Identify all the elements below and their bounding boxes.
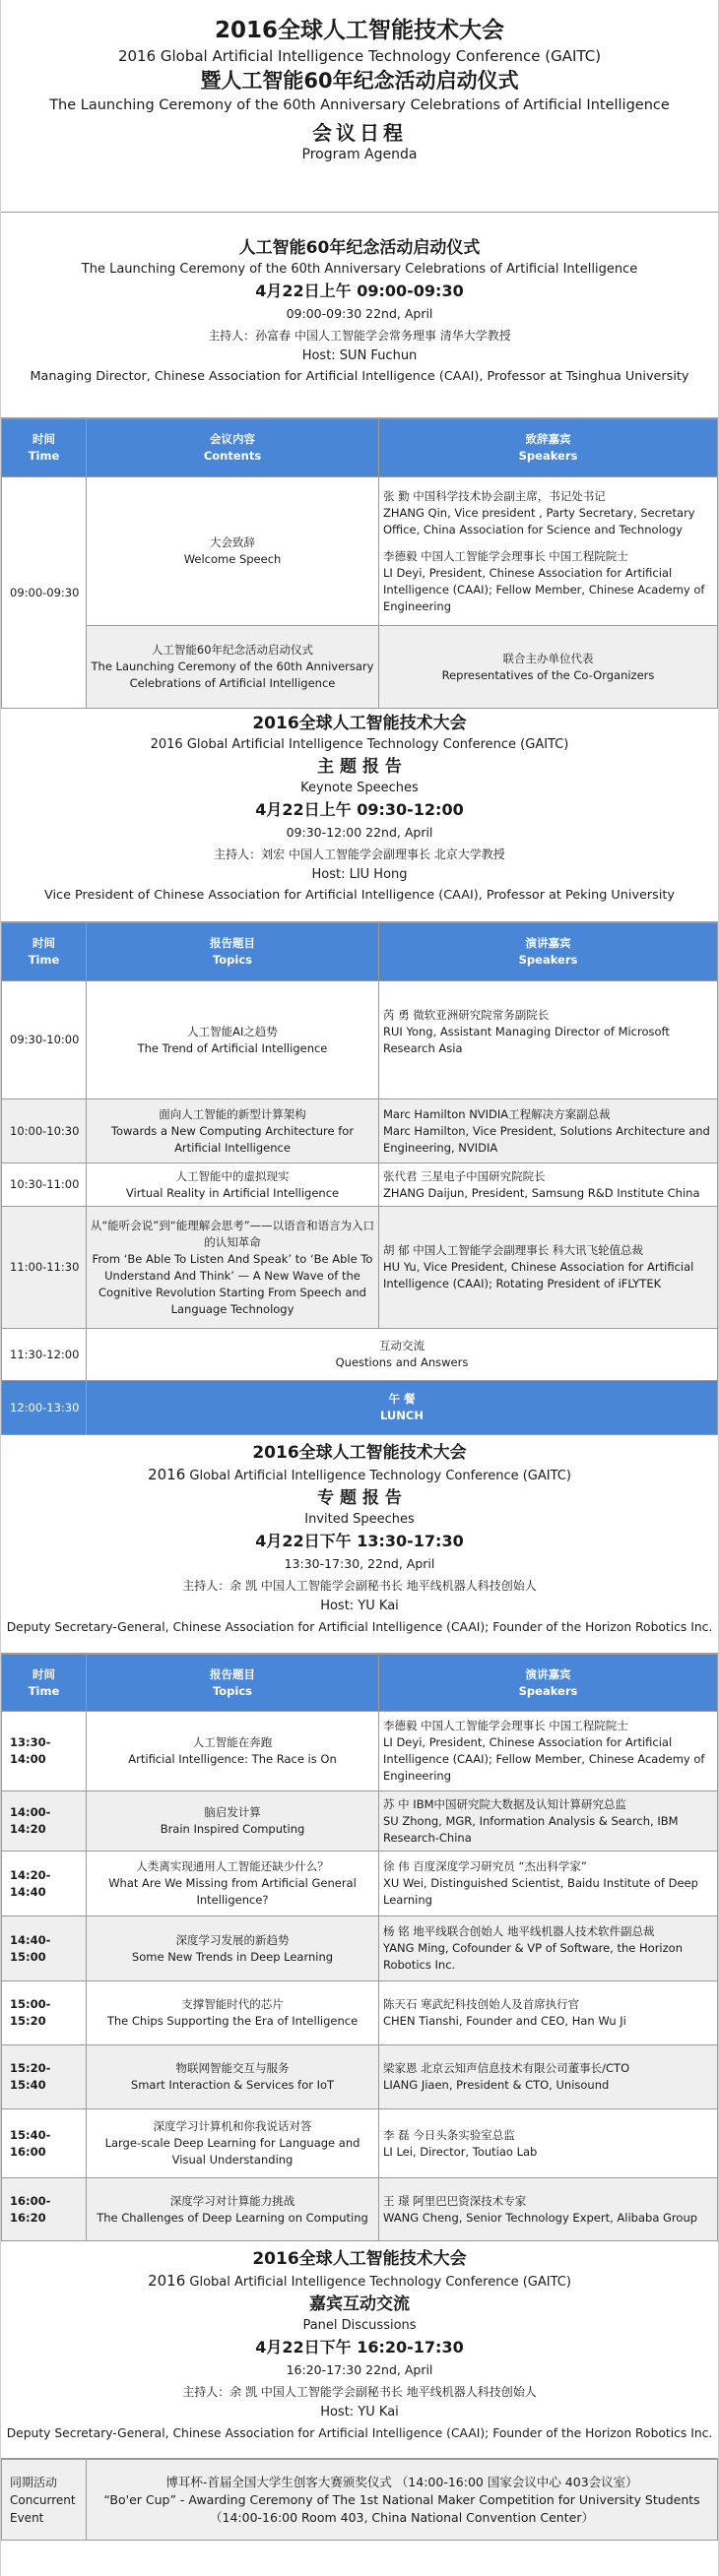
- page-header: [1, 0, 718, 213]
- section-title-en: Keynote Speeches: [300, 781, 419, 795]
- speaker-cell: Marc Hamilton NVIDIA工程解决方案副总裁 Marc Hamilton, Vice President, Solutions Architecture and Engineering, NVIDIA: [379, 1100, 718, 1163]
- ceremony-title-en: The Launching Ceremony of the 60th Anniversary Celebrations of Artificial Intelligence: [49, 97, 670, 113]
- header-speakers: 演讲嘉宾 Speakers: [379, 923, 718, 981]
- speaker-cell: 李德毅 中国人工智能学会理事长 中国工程院院士 LI Deyi, President, Chinese Association for Artificial Intelligence (CAAI); Fellow Member, Chinese Academy of Engineering: [379, 1712, 718, 1791]
- host-en: Host: YU Kai: [320, 1599, 399, 1613]
- table-row: [2, 981, 718, 1100]
- section-title-en: Panel Discussions: [302, 2318, 417, 2333]
- lunch-cell: 午 餐 LUNCH: [87, 1381, 718, 1435]
- speaker-cell: 张 勤 中国科学技术协会副主席，书记处书记 ZHANG Qin, Vice president , Party Secretary, Secretary Office, China Association for Science and Technology 李德毅 中国人工智能学会理事长 中国工程院院士 LI Deyi, President, Chinese Association for Artificial Intelligence (CAAI); Fellow Member, Chinese Academy of Engineering: [379, 477, 718, 626]
- time-cell: 11:00-11:30: [2, 1207, 87, 1329]
- section-time-en: 09:30-12:00 22nd, April: [286, 825, 433, 840]
- speaker-cell: 李 磊 今日头条实验室总监 LI Lei, Director, Toutiao Lab: [379, 2109, 718, 2178]
- header-time: 时间 Time: [2, 419, 87, 477]
- topic-cell: 人类离实现通用人工智能还缺少什么？ What Are We Missing from Artificial General Intelligence?: [87, 1852, 379, 1916]
- header-speakers: 演讲嘉宾 Speakers: [379, 1655, 718, 1712]
- topic-cell: 人工智能中的虚拟现实 Virtual Reality in Artificial Intelligence: [87, 1163, 379, 1207]
- host-zh: 主持人：余 凯 中国人工智能学会副秘书长 地平线机器人科技创始人: [182, 1579, 537, 1593]
- section-time-zh: 4月22日上午 09:30-12:00: [255, 800, 464, 819]
- header-time: 时间 Time: [2, 1655, 87, 1712]
- table-row: [2, 1207, 718, 1329]
- host-zh: 主持人：余 凯 中国人工智能学会副秘书长 地平线机器人科技创始人: [182, 2385, 537, 2399]
- time-cell: 13:30-14:00: [2, 1712, 87, 1791]
- table-row: [2, 1852, 718, 1916]
- opening-ceremony-section: [1, 213, 718, 418]
- concurrent-event-table: [1, 2459, 718, 2541]
- time-cell: 10:30-11:00: [2, 1163, 87, 1207]
- speaker-cell: 徐 伟 百度深度学习研究员 “杰出科学家” XU Wei, Distinguished Scientist, Baidu Institute of Deep Learning: [379, 1852, 718, 1916]
- section-title-en: Invited Speeches: [304, 1512, 415, 1527]
- host-description: Deputy Secretary-General, Chinese Association for Artificial Intelligence (CAAI); Founder of the Horizon Robotics Inc.: [6, 2426, 713, 2440]
- table-row: [2, 1100, 718, 1163]
- table-header-row: [2, 1655, 718, 1712]
- agenda-title-zh: 会议日程: [312, 121, 407, 145]
- section-time-zh: 4月22日上午 09:00-09:30: [255, 282, 464, 300]
- concurrent-label-cell: 同期活动 Concurrent Event: [2, 2460, 87, 2541]
- keynote-section: [1, 709, 718, 922]
- qa-cell: 互动交流 Questions and Answers: [87, 1329, 718, 1381]
- panel-discussion-section: [1, 2241, 718, 2459]
- table-row: [2, 1329, 718, 1381]
- table-row: [2, 1791, 718, 1852]
- conference-title-en: 2016 Global Artificial Intelligence Technology Conference (GAITC): [117, 47, 602, 65]
- table-header-row: [2, 419, 718, 477]
- host-zh: 主持人：孙富春 中国人工智能学会常务理事 清华大学教授: [208, 329, 511, 343]
- section-title-en: The Launching Ceremony of the 60th Anniversary Celebrations of Artificial Intelligence: [81, 262, 638, 277]
- section-time-en: 09:00-09:30 22nd, April: [286, 306, 433, 321]
- section-time-en: 13:30-17:30, 22nd, April: [284, 1556, 435, 1571]
- time-cell: 15:40-16:00: [2, 2109, 87, 2178]
- host-en: Host: SUN Fuchun: [301, 348, 418, 363]
- speaker-cell: 联合主办单位代表 Representatives of the Co-Organizers: [379, 626, 718, 709]
- time-cell: 10:00-10:30: [2, 1100, 87, 1163]
- host-description: Managing Director, Chinese Association for Artificial Intelligence (CAAI), Professor at Tsinghua University: [30, 369, 689, 384]
- speaker-cell: 胡 郁 中国人工智能学会副理事长 科大讯飞轮值总裁 HU Yu, Vice President, Chinese Association for Artificial Intelligence (CAAI); Rotating President of iFLYTEK: [379, 1207, 718, 1329]
- speaker-cell: 陈天石 寒武纪科技创始人及首席执行官 CHEN Tianshi, Founder and CEO, Han Wu Ji: [379, 1981, 718, 2045]
- ceremony-title-zh: 暨人工智能60年纪念活动启动仪式: [200, 69, 519, 93]
- host-en: Host: YU Kai: [320, 2405, 399, 2419]
- topic-cell: 支撑智能时代的芯片 The Chips Supporting the Era of Intelligence: [87, 1981, 379, 2045]
- time-cell: 11:30-12:00: [2, 1329, 87, 1381]
- host-zh: 主持人：刘宏 中国人工智能学会副理事长 北京大学教授: [214, 848, 505, 861]
- table-row: [2, 477, 718, 626]
- speaker-cell: 苏 中 IBM中国研究院大数据及认知计算研究总监 SU Zhong, MGR, Information Analysis & Search, IBM Research-China: [379, 1791, 718, 1852]
- opening-ceremony-table: [1, 418, 718, 709]
- header-topics: 报告题目 Topics: [87, 1655, 379, 1712]
- topic-cell: 物联网智能交互与服务 Smart Interaction & Services for IoT: [87, 2045, 379, 2109]
- topic-cell: 从“能听会说”到“能理解会思考”——以语音和语言为入口的认知革命 From ‘Be Able To Listen And Speak’ to ‘Be Able To Understand And Think’ — A New Wave of the Cognitive Revolution Starting From Speech and Language Technology: [87, 1207, 379, 1329]
- table-row: [2, 1981, 718, 2045]
- time-cell: 09:00-09:30: [2, 477, 87, 709]
- conference-name-zh: 2016全球人工智能技术大会: [252, 714, 467, 733]
- time-cell: 14:20-14:40: [2, 1852, 87, 1916]
- speaker-cell: 芮 勇 微软亚洲研究院常务副院长 RUI Yong, Assistant Managing Director of Microsoft Research Asia: [379, 981, 718, 1100]
- table-header-row: [2, 923, 718, 981]
- table-row: [2, 2178, 718, 2241]
- time-cell: 14:00-14:20: [2, 1791, 87, 1852]
- table-row: [2, 1916, 718, 1981]
- lunch-row: [2, 1381, 718, 1435]
- topic-cell: 深度学习发展的新趋势 Some New Trends in Deep Learning: [87, 1916, 379, 1981]
- conference-name-zh: 2016全球人工智能技术大会: [252, 2249, 467, 2269]
- table-row: [2, 1712, 718, 1791]
- section-time-en: 16:20-17:30 22nd, April: [286, 2362, 433, 2377]
- invited-speeches-section: [1, 1435, 718, 1654]
- time-cell: 14:40-15:00: [2, 1916, 87, 1981]
- time-cell: 15:00-15:20: [2, 1981, 87, 2045]
- content-cell: 人工智能60年纪念活动启动仪式 The Launching Ceremony of the 60th Anniversary Celebrations of Artificial Intelligence: [87, 626, 379, 709]
- topic-cell: 深度学习计算机和你我说话对答 Large-scale Deep Learning for Language and Visual Understanding: [87, 2109, 379, 2178]
- host-en: Host: LIU Hong: [311, 867, 408, 882]
- conference-title-zh: 2016全球人工智能技术大会: [214, 18, 504, 43]
- topic-cell: 脑启发计算 Brain Inspired Computing: [87, 1791, 379, 1852]
- section-title-zh: 主 题 报 告: [317, 757, 402, 777]
- keynote-table: [1, 922, 718, 1435]
- header-time: 时间 Time: [2, 923, 87, 981]
- invited-speeches-table: [1, 1654, 718, 2241]
- agenda-title-en: Program Agenda: [301, 147, 418, 162]
- concurrent-event-row: [2, 2460, 718, 2541]
- speaker-cell: 梁家恩 北京云知声信息技术有限公司董事长/CTO LIANG Jiaen, President & CTO, Unisound: [379, 2045, 718, 2109]
- time-cell: 16:00-16:20: [2, 2178, 87, 2241]
- section-time-zh: 4月22日下午 16:20-17:30: [255, 2338, 464, 2356]
- time-cell: 12:00-13:30: [2, 1381, 87, 1435]
- conference-name-en: 2016 Global Artificial Intelligence Technology Conference (GAITC): [148, 2272, 571, 2290]
- topic-cell: 人工智能在奔跑 Artificial Intelligence: The Race is On: [87, 1712, 379, 1791]
- conference-name-zh: 2016全球人工智能技术大会: [252, 1443, 467, 1463]
- header-topics: 报告题目 Topics: [87, 923, 379, 981]
- speaker-cell: 杨 铭 地平线联合创始人 地平线机器人技术软件副总裁 YANG Ming, Cofounder & VP of Software, the Horizon Robotics Inc.: [379, 1916, 718, 1981]
- speaker-cell: 王 璟 阿里巴巴资深技术专家 WANG Cheng, Senior Technology Expert, Alibaba Group: [379, 2178, 718, 2241]
- section-title-zh: 人工智能60年纪念活动启动仪式: [238, 238, 481, 258]
- time-cell: 09:30-10:00: [2, 981, 87, 1100]
- section-time-zh: 4月22日下午 13:30-17:30: [255, 1532, 464, 1550]
- topic-cell: 人工智能AI之趋势 The Trend of Artificial Intelligence: [87, 981, 379, 1100]
- topic-cell: 面向人工智能的新型计算架构 Towards a New Computing Architecture for Artificial Intelligence: [87, 1100, 379, 1163]
- section-title-zh: 嘉宾互动交流: [309, 2294, 410, 2314]
- header-contents: 会议内容 Contents: [87, 419, 379, 477]
- speaker-cell: 张代君 三星电子中国研究院院长 ZHANG Daijun, President, Samsung R&D Institute China: [379, 1163, 718, 1207]
- section-title-zh: 专 题 报 告: [317, 1488, 402, 1508]
- table-row: [2, 626, 718, 709]
- conference-name-en: 2016 Global Artificial Intelligence Technology Conference (GAITC): [148, 1466, 571, 1483]
- table-row: [2, 2045, 718, 2109]
- conference-name-en: 2016 Global Artificial Intelligence Technology Conference (GAITC): [150, 737, 569, 752]
- content-cell: 大会致辞 Welcome Speech: [87, 477, 379, 626]
- topic-cell: 深度学习对计算能力挑战 The Challenges of Deep Learning on Computing: [87, 2178, 379, 2241]
- concurrent-event-cell: 博耳杯-首届全国大学生创客大赛颁奖仪式 （14:00-16:00 国家会议中心 403会议室） “Bo'er Cup” - Awarding Ceremony of The 1st National Maker Competition for University Students （14:00-16:00 Room 403, China National Convention Center）: [87, 2460, 718, 2541]
- table-row: [2, 1163, 718, 1207]
- table-row: [2, 2109, 718, 2178]
- header-speakers: 致辞嘉宾 Speakers: [379, 419, 718, 477]
- host-description: Vice President of Chinese Association for Artificial Intelligence (CAAI), Professor at Peking University: [44, 888, 675, 903]
- time-cell: 15:20-15:40: [2, 2045, 87, 2109]
- host-description: Deputy Secretary-General, Chinese Association for Artificial Intelligence (CAAI); Founder of the Horizon Robotics Inc.: [6, 1620, 713, 1634]
